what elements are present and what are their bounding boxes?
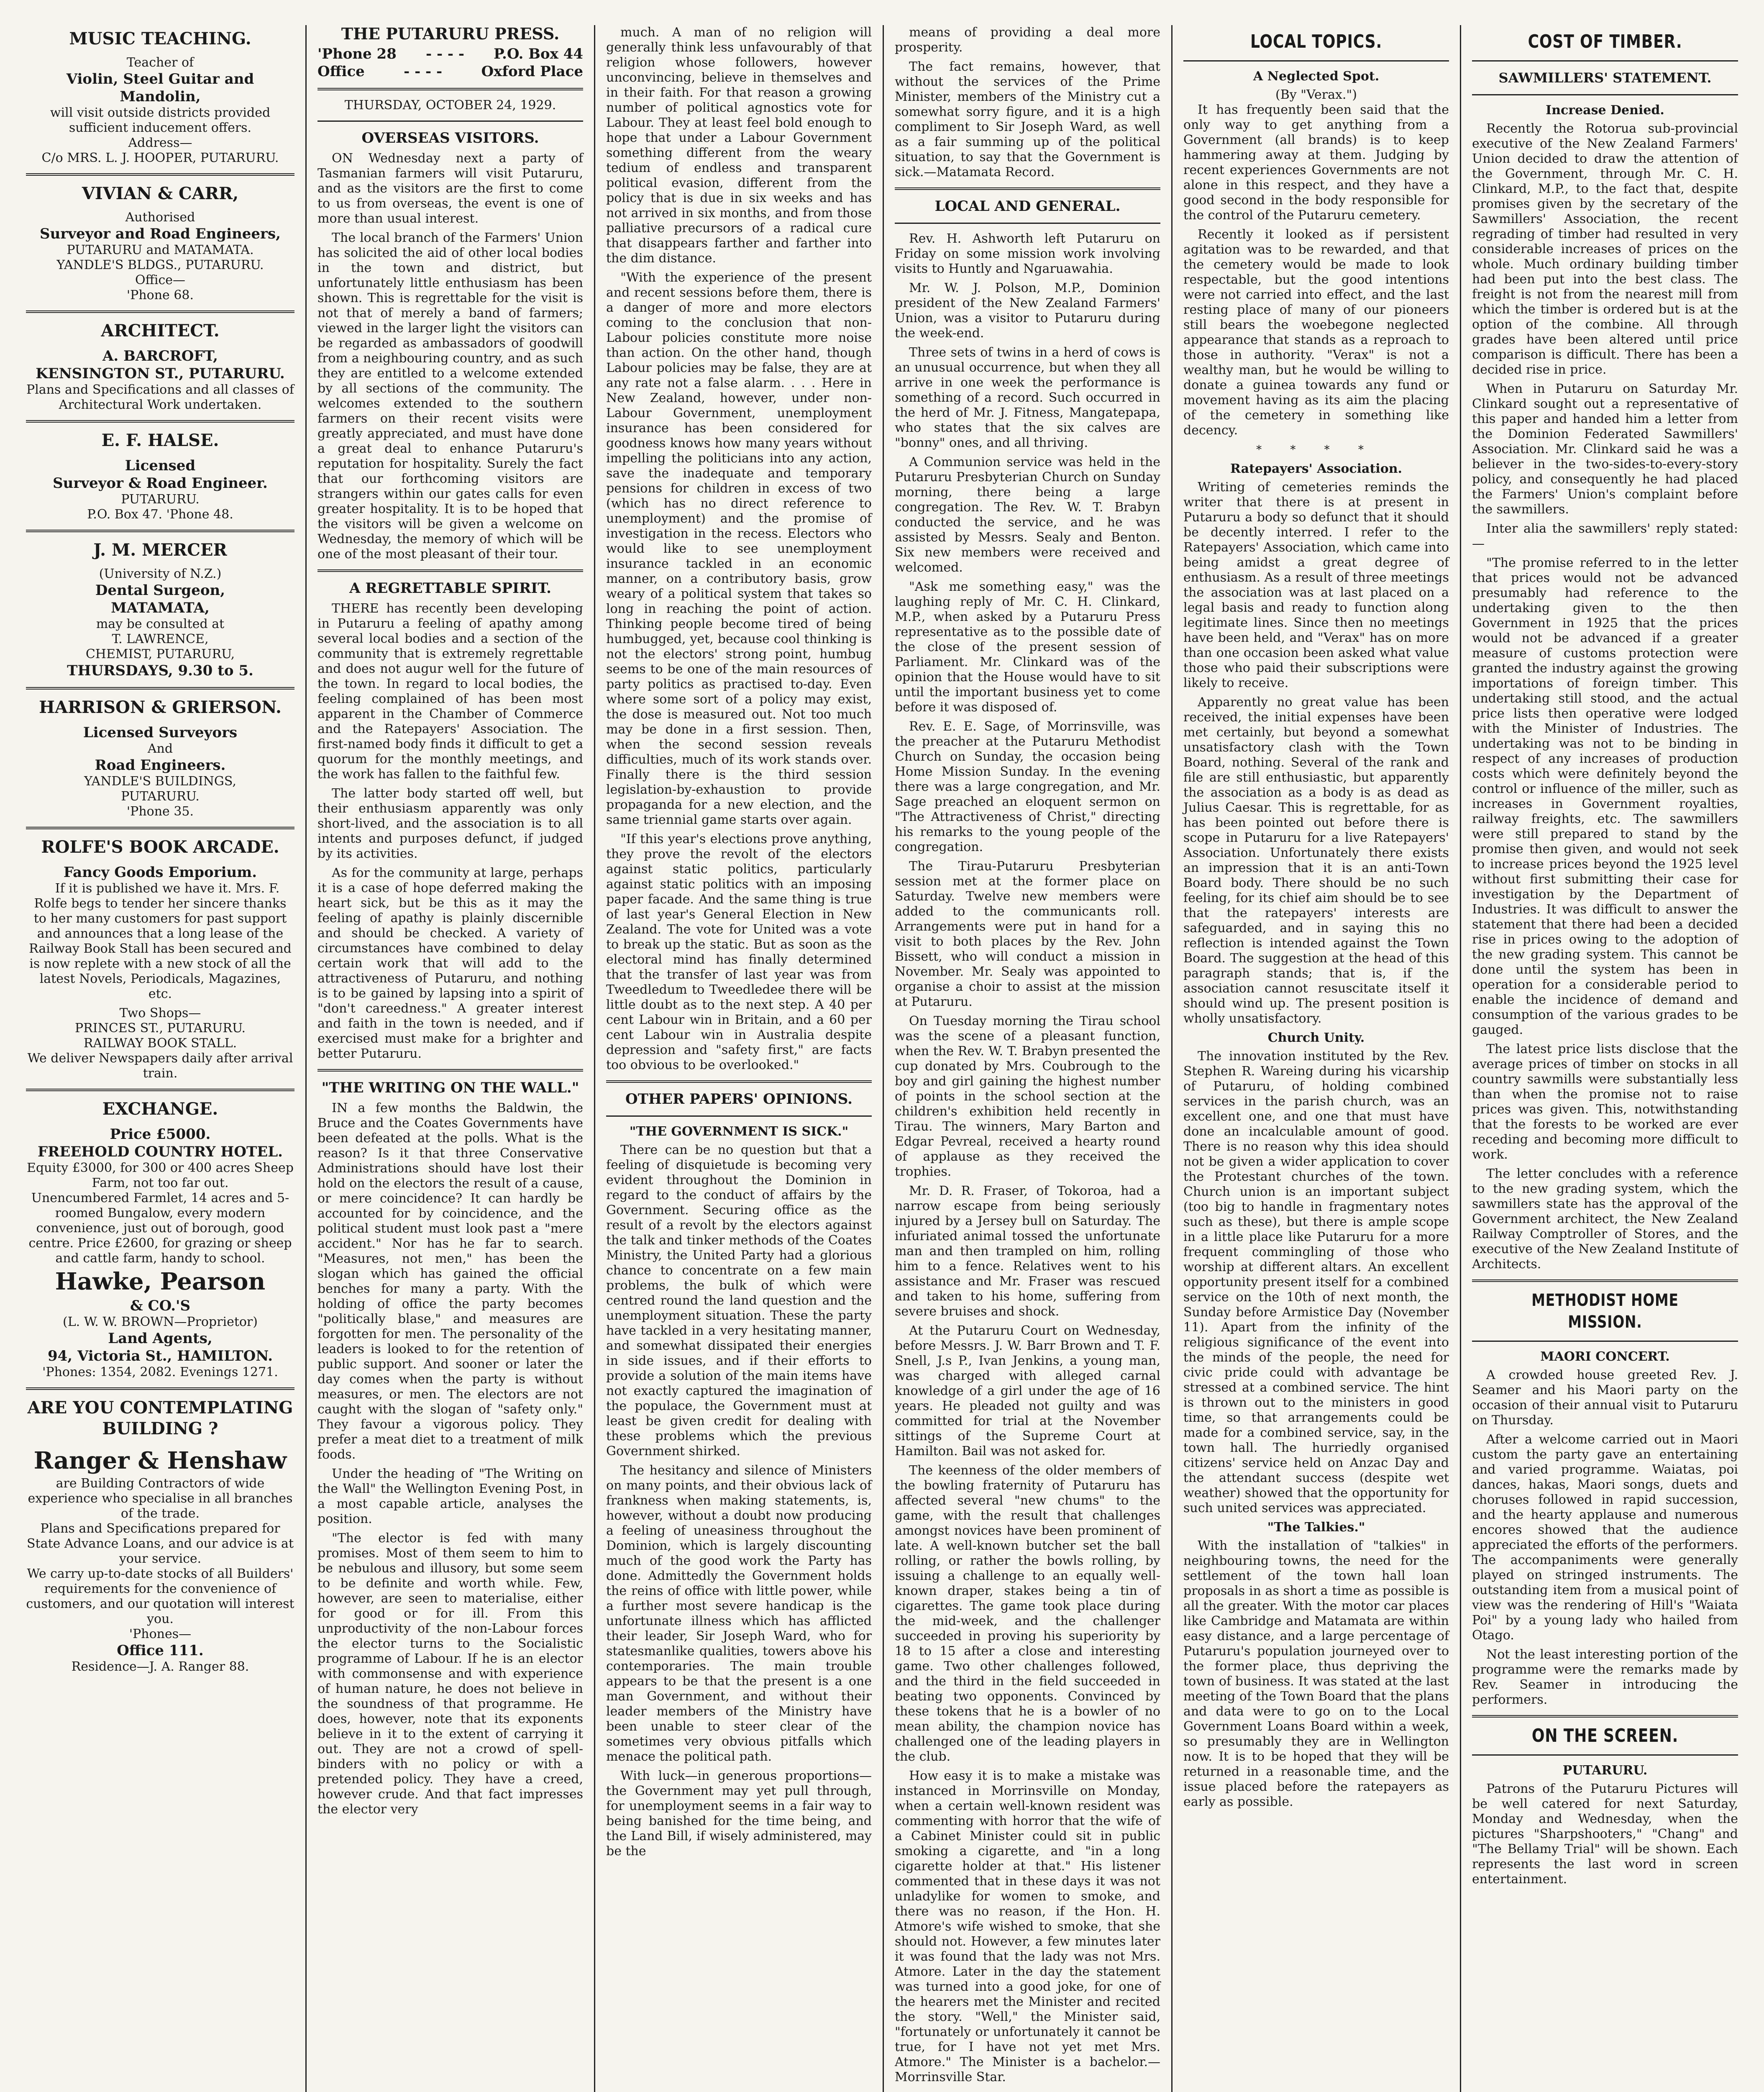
- column-editorial: THE PUTARURU PRESS. 'Phone 28 - - - - P.O. Box 44 Office - - - - Oxford Place THURSDAY, OCTOBER 24, 1929. OVERSEAS VISITORS. ON Wednesday next a party of Tasmanian farmers will visit Putaruru, and as the visitors are the first to come to us from overseas, the event is one of more than usual interest. The local branch of the Farmers' Union has solicited the aid of other local bodies in the town and district, but unfortunately little enthusiasm has been shown. This is regrettable for the visit is not that of merely a band of farmers; viewed in the larger light the visitors can be regarded as ambassadors of goodwill from a neighbouring country, and as such they are entitled to a welcome extended by all sections of the community. The welcomes extended to the southern farmers on their recent visits were greatly appreciated, and must have done a great deal to enhance Putaruru's reputation for hospitality. Surely the fact that our forthcoming visitors are strangers within our gates calls for even greater hospitality. It is to be hoped that the visitors will be given a welcome on Wednesday, the memory of which will be one of the most pleasant of their tour. A REGRETTABLE SPIRIT. THERE has recently been developing in Putaruru a feeling of apathy among several local bodies and a section of the community that is extremely regrettable and does not augur well for the future of the town. In regard to local bodies, the feeling complained of has been most apparent in the Chamber of Commerce and the Ratepayers' Association. The first-named body finds it difficult to get a quorum for the monthly meetings, and the work has fallen to the faithful few. The latter body started off well, but their enthusiasm apparently was only short-lived, and the association is to all intents and purposes defunct, if judged by its activities. As for the community at large, perhaps it is a case of hope deferred making the heart sick, but be this as it may the feeling of apathy is plainly discernible and should be checked. A variety of circumstances have combined to delay certain work that will add to the attractiveness of Putaruru, and nothing is to be gained by lapsing into a spirit of "don't careedness." A greater interest and faith in the town is needed, and if exercised must make for a brighter and better Putaruru. "THE WRITING ON THE WALL." IN a few months the Baldwin, the Bruce and the Coates Governments have been defeated at the polls. What is the reason? Is it that three Conservative Administrations should have lost their hold on the electors the result of a cause, or mere coincidence? It can hardly be accounted for by coincidence, and the political student must look past a "mere accident." Nor has he far to search. "Measures, not men," has been the slogan which has gained the official benches for many a party. With the holding of office the party becomes "politically blase," and measures are forgotten for men. The personality of the leaders is looked to for the retention of public support. And sooner or later the day comes when the party is without measures, or men. The electors are not caught with the slogan of "safety only." They favour a vigorous policy. They prefer a meat diet to a treatment of milk foods. Under the heading of "The Writing on the Wall" the Wellington Evening Post, in a most capable article, analyses the position. "The elector is fed with many promises. Most of them seem to him to be nebulous and illusory, but some seem to be definite and worth while. Few, however, are seen to materialise, either for good or for ill. From this unproductivity of the non-Labour forces the elector turns to the Socialistic programme of Labour. If he is an elector with commonsense and with experience of human nature, he does not believe in the soundness of that programme. He does, however, note that its exponents believe in it to the extent of carrying it out. They are not a crowd of spell-binders with no policy or with a pretended policy. They have a creed, however crude. And that fact impresses the elector very: [305, 25, 594, 2092]
- column-politics: much. A man of no religion will generally think less unfavourably of that religion whose followers, however unconvincing, believe in themselves and in their faith. For that reason a growing number of political agnostics vote for Labour. They at least feel bold enough to hope that under a Labour Government something different from the weary tedium of endless and transparent political evasion, different from the policy that is due in six weeks and has not arrived in six months, and from those palliative precursors of a radical cure that disappears farther and farther into the dim distance. "With the experience of the present and recent sessions before them, there is a danger of more and more electors coming to the conclusion that non-Labour policies constitute more noise than action. On the other hand, though Labour policies may be false, they are at any rate not a false alarm. . . . Here in New Zealand, however, under non-Labour Government, unemployment insurance has been considered for goodness knows how many years without impelling the politicians into any action, save the inadequate and temporary pensions for children in excess of two (which has no direct reference to unemployment) and the promise of investigation in the recess. Electors who would like to see unemployment insurance tackled in an economic manner, on a contributory basis, grow weary of a political system that takes so long in reaching the point of action. Thinking people become tired of being humbugged, yet, because cool thinking is not the electors' strong point, humbug seems to be one of the main resources of party politics as practised to-day. Even where some sort of a policy may exist, the dose is measured out. Not too much may be done in a first session. Then, when the second session reveals difficulties, much of its work stands over. Finally there is the third session legislation-by-exhaustion to provide propaganda for a new election, and the same triennial game starts over again. "If this year's elections prove anything, they prove the revolt of the electors against static politics, particularly against static politics with an imposing paper facade. And the same thing is true of last year's General Election in New Zealand. The vote for United was a vote to break up the static. But as soon as the electoral mind has finally determined that the transfer of last year was from Tweedledum to Tweedledee there will be little doubt as to the next step. A 40 per cent Labour win in Britain, and a 60 per cent Labour win in Australia despite depression and "safety first," are facts too obvious to be overlooked." OTHER PAPERS' OPINIONS. "THE GOVERNMENT IS SICK." There can be no question but that a feeling of disquietude is becoming very evident throughout the Dominion in regard to the conduct of affairs by the Government. Securing office as the result of a revolt by the electors against the talk and tinker methods of the Coates Ministry, the United Party had a glorious chance to concentrate on a few main problems, the bulk of which were centred round the land question and the unemployment situation. These the party have tackled in a very hesitating manner, and somewhat dissipated their energies in side issues, and if their efforts to provide a solution of the main items have not exactly captured the imagination of the populace, the Government must at least be given credit for dealing with these problems which the previous Government shirked. The hesitancy and silence of Ministers on many points, and their obvious lack of frankness when making statements, is, however, without a doubt now producing a feeling of uneasiness throughout the Dominion, which is largely discounting much of the good work the Party has done. Admittedly the Government holds the reins of office with little power, while a further most severe handicap is the unfortunate illness which has afflicted their leader, Sir Joseph Ward, who for statesmanlike qualities, towers above his contemporaries. The main trouble appears to be that the present is a one man Government, and without their leader members of the Ministry have been unable to steer clear of the sometimes very obvious pitfalls which menace the political path. With luck—in generous proportions—the Government may yet pull through, for unemployment seems in a fair way to being banished for the time being, and the Land Bill, if wisely administered, may be the: [594, 25, 883, 2092]
- column-advertisements: [15, 25, 305, 2092]
- headline-local-general: LOCAL AND GENERAL.: [934, 198, 1121, 215]
- headline-regrettable-spirit: A REGRETTABLE SPIRIT.: [349, 580, 551, 597]
- headline-cost-of-timber: COST OF TIMBER.: [1528, 31, 1682, 52]
- headline-writing-on-the-wall: "THE WRITING ON THE WALL.": [321, 1079, 579, 1096]
- column-timber: COST OF TIMBER. SAWMILLERS' STATEMENT. Increase Denied. Recently the Rotorua sub-provincial executive of the New Zealand Farmers' Union decided to draw the attention of the Government, through Mr. C. H. Clinkard, M.P., to the fact that, despite promises given by the secretary of the Sawmillers' Association, the recent regrading of timber had resulted in very considerable increases of prices on the whole. Much ordinary building timber had been put into the best class. The freight is not from the nearest mill from which the timber is ordered but is at the option of the combine. All through grades have been altered until price comparison is difficult. There has been a decided rise in price. When in Putaruru on Saturday Mr. Clinkard sought out a representative of this paper and handed him a letter from the Dominion Federated Sawmillers' Association. Mr. Clinkard said he was a believer in the two-sides-to-every-story policy, and consequently he had placed the Farmers' Union's complaint before the sawmillers. Inter alia the sawmillers' reply stated:— "The promise referred to in the letter that prices would not be advanced presumably had reference to the undertaking given to the then Government in 1925 that the prices would not be advanced if a greater measure of customs protection were granted the industry against the growing importations of foreign timber. This undertaking still stood, and the actual price lists then operative were lodged with the Minister of Industries. The undertaking was not to be binding in respect of any increases of production costs which were definitely beyond the control or influence of the miller, such as increases in Government royalties, railway freights, etc. The sawmillers were still prepared to stand by the promise then given, and would not seek to increase prices beyond the 1925 level without first submitting their case for investigation by the Department of Industries. It was difficult to answer the statement that there had been a decided rise in prices owing to the adoption of the new grading system. This cannot be done until the system has been in operation for a considerable period to enable the incidence of demand and consumption of the various grades to be gauged. The latest price lists disclose that the average prices of timber on stocks in all country sawmills were substantially less than when the promise not to raise prices was given. This, notwithstanding that the forests to be worked are ever receding and becoming more difficult to work. The letter concludes with a reference to the new grading system, which the sawmillers state has the approval of the Government architect, the New Zealand Railway Comptroller of Stores, and the executive of the New Zealand Institute of Architects. METHODIST HOME MISSION. MAORI CONCERT. A crowded house greeted Rev. J. Seamer and his Maori party on the occasion of their annual visit to Putaruru on Thursday. After a welcome carried out in Maori custom the party gave an entertaining and varied programme. Waiatas, poi dances, hakas, Maori songs, duets and choruses followed in rapid succession, and the hearty applause and numerous encores showed that the audience appreciated the efforts of the performers. The accompaniments were generally played on stringed instruments. The outstanding item from a musical point of view was the rendering of Hill's "Waiata Poi" by a young lady who hailed from Otago. Not the least interesting portion of the programme were the remarks made by Rev. Seamer in introducing the performers. ON THE SCREEN. PUTARURU. Patrons of the Putaruru Pictures will be well catered for next Saturday, Monday and Wednesday, when the pictures "Sharpshooters," "Chang" and "The Bellamy Trial" will be shown. Each represents the last word in screen entertainment.: [1460, 25, 1749, 2092]
- headline-other-papers: OTHER PAPERS' OPINIONS.: [625, 1091, 853, 1108]
- column-local-topics: LOCAL TOPICS. A Neglected Spot. (By "Verax.") It has frequently been said that the only way to get anything from a Government (all brands) is to keep hammering away at them. Judging by recent experiences Governments are not alone in this respect, and they have a good second in the body responsible for the control of the Putaruru cemetery. Recently it looked as if persistent agitation was to be rewarded, and that the cemetery would be made to look respectable, but the good intentions were not carried into effect, and the last resting place of many of our pioneers still bears the woebegone neglected appearance that stands as a reproach to those in authority. "Verax" is not a wealthy man, but he would be willing to donate a guinea towards any fund or movement having as its aim the placing of the cemetery in something like decency. * * * * Ratepayers' Association. Writing of cemeteries reminds the writer that there is at present in Putaruru a body so defunct that it should be decently interred. I refer to the Ratepayers' Association, which came into being amidst a great degree of enthusiasm. As a result of three meetings the association was at last placed on a legal basis and ready to function along legitimate lines. Since then no meetings have been held, and "Verax" has on more than one occasion been asked what value those who paid their subscriptions were likely to receive. Apparently no great value has been received, the initial expenses have been met certainly, but beyond a somewhat unsatisfactory clash with the Town Board, nothing. Several of the rank and file are still enthusiastic, but apparently the association as a body is as dead as Julius Caesar. This is regrettable, for as has been pointed out before there is scope in Putaruru for a live Ratepayers' Association. Unfortunately there exists an impression that it is an anti-Town Board body. There should be no such feeling, for its chief aim should be to see that the ratepayers' interests are safeguarded, and in saying this no reflection is intended against the Town Board. The suggestion at the head of this paragraph stands; that is, if the association cannot resuscitate itself it should wind up. The present position is wholly unsatisfactory. Church Unity. The innovation instituted by the Rev. Stephen R. Wareing during his vicarship of Putaruru, of holding combined services in the parish church, was an excellent one, and one that must have done an incalculable amount of good. There is no reason why this idea should not be given a wider application to cover the Protestant churches of the town. Church union is an important subject (too big to handle in fragmentary notes such as these), but there is ample scope in a little place like Putaruru for a more frequent commingling of those who worship at different altars. An excellent opportunity present itself for a combined service on the 10th of next month, the Sunday before Armistice Day (November 11). Apart from the infinity of the religious significance of the event into the minds of the people, the need for civic pride could with advantage be stressed at a combined service. The hint is thrown out to the ministers in good time, so that arrangements could be made for a combined service, say, in the town hall. The hurriedly organised citizens' service held on Anzac Day and the attendant success (despite wet weather) showed that the opportunity for such united services was appreciated. "The Talkies." With the installation of "talkies" in neighbouring towns, the need for the settlement of the town hall loan proposals in as short a time as possible is all the greater. With the motor car places like Cambridge and Matamata are within easy distance, and a large percentage of Putaruru's population journeyed over to the former place, thus depriving the town of business. It was stated at the last meeting of the Town Board that the plans and data were to go on to the Local Government Loans Board within a week, so presumably they are in Wellington now. It is to be hoped that they will be returned in a reasonable time, and the issue placed before the ratepayers as early as possible.: [1171, 25, 1460, 2092]
- ad-rolfe-book-arcade: ROLFE'S BOOK ARCADE. Fancy Goods Emporium. If it is published we have it. Mrs. F. Rolfe begs to tender her sincere thanks to her many customers for past support and announces that a long lease of the Railway Book Stall has been secured and is now replete with a new stock of all the latest Novels, Periodicals, Magazines, etc. Two Shops— PRINCES ST., PUTARURU. RAILWAY BOOK STALL. We deliver Newspapers daily after arrival train.: [27, 837, 293, 1081]
- ad-vivian-carr: VIVIAN & CARR, Authorised Surveyor and Road Engineers, PUTARURU and MATAMATA. YANDLE'S BLDGS., PUTARURU. Office— 'Phone 68.: [40, 184, 281, 303]
- ad-mercer: J. M. MERCER (University of N.Z.) Dental Surgeon, MATAMATA, may be consulted at T. LAWRENCE, CHEMIST, PUTARURU, THURSDAYS, 9.30 to 5.: [67, 540, 253, 679]
- ad-harrison-grierson: HARRISON & GRIERSON. Licensed Surveyors And Road Engineers. YANDLE'S BUILDINGS, PUTARURU. 'Phone 35.: [39, 697, 282, 819]
- issue-date: THURSDAY, OCTOBER 24, 1929.: [344, 98, 556, 113]
- ad-exchange: EXCHANGE. Price £5000. FREEHOLD COUNTRY HOTEL. Equity £3000, for 300 or 400 acres Sheep Farm, not too far out. Unencumbered Farmlet, 14 acres and 5-roomed Bungalow, every modern convenience, just out of borough, good centre. Price £2600, for grazing or sheep and cattle farm, handy to school. Hawke, Pearson & CO.'S (L. W. W. BROWN—Proprietor) Land Agents, 94, Victoria St., HAMILTON. 'Phones: 1354, 2082. Evenings 1271.: [27, 1099, 294, 1379]
- headline-government-sick: "THE GOVERNMENT IS SICK.": [629, 1124, 849, 1139]
- headline-local-topics: LOCAL TOPICS.: [1250, 31, 1382, 52]
- ad-ranger-henshaw: ARE YOU CONTEMPLATING BUILDING ? Ranger & Henshaw are Building Contractors of wide experience who specialise in all branches of the trade. Plans and Specifications prepared for State Advance Loans, and our advice is at your service. We carry up-to-date stocks of all Builders' requirements for the convenience of customers, and our quotation will interest you. 'Phones— Office 111. Residence—J. A. Ranger 88.: [26, 1398, 294, 1674]
- headline-on-the-screen: ON THE SCREEN.: [1531, 1725, 1679, 1746]
- headline-overseas-visitors: OVERSEAS VISITORS.: [361, 130, 539, 146]
- column-local-general: means of providing a deal more prosperity. The fact remains, however, that without the services of the Prime Minister, members of the Ministry cut a somewhat sorry figure, and it is a high compliment to Sir Joseph Ward, as well as a fair summing up of the political situation, to say that the Government is sick.—Matamata Record. LOCAL AND GENERAL. Rev. H. Ashworth left Putaruru on Friday on some mission work involving visits to Huntly and Ngaruawahia. Mr. W. J. Polson, M.P., Dominion president of the New Zealand Farmers' Union, was a visitor to Putaruru during the week-end. Three sets of twins in a herd of cows is an unusual occurrence, but when they all arrive in one week the performance is something of a record. Such occurred in the herd of Mr. J. Fitness, Mangatepapa, who states that the six calves are "bonny" ones, and all thriving. A Communion service was held in the Putaruru Presbyterian Church on Sunday morning, there being a large congregation. The Rev. W. T. Brabyn conducted the service, and he was assisted by Messrs. Sealy and Benton. Six new members were received and welcomed. "Ask me something easy," was the laughing reply of Mr. C. H. Clinkard, M.P., when asked by a Putaruru Press representative as to the possible date of the close of the present session of Parliament. Mr. Clinkard was of the opinion that the House would have to sit until the important business yet to come before it was disposed of. Rev. E. E. Sage, of Morrinsville, was the preacher at the Putaruru Methodist Church on Sunday, the occasion being Home Mission Sunday. In the evening there was a large congregation, and Mr. Sage preached an eloquent sermon on "The Attractiveness of Christ," directing his remarks to the young people of the congregation. The Tirau-Putaruru Presbyterian session met at the former place on Saturday. Twelve new members were added to the communicants roll. Arrangements were put in hand for a visit to both places by the Rev. John Bissett, who will conduct a mission in November. Mr. Sealy was appointed to organise a choir to assist at the mission at Putaruru. On Tuesday morning the Tirau school was the scene of a pleasant function, when the Rev. W. T. Brabyn presented the cup donated by Mrs. Coubrough to the boy and girl gaining the highest number of points in the school section at the children's exhibition held recently in Tirau. The winners, Mary Barton and Edgar Pevreal, received a hearty round of applause as they received the trophies. Mr. D. R. Fraser, of Tokoroa, had a narrow escape from being seriously injured by a Jersey bull on Saturday. The infuriated animal tossed the unfortunate man and then trampled on him, rolling him to a fence. Relatives went to his assistance and Mr. Fraser was rescued and taken to his home, suffering from severe bruises and shock. At the Putaruru Court on Wednesday, before Messrs. J. W. Barr Brown and T. F. Snell, J.s P., Ivan Jenkins, a young man, was charged with alleged carnal knowledge of a girl under the age of 16 years. He pleaded not guilty and was committed for trial at the November sittings of the Supreme Court at Hamilton. Bail was not asked for. The keenness of the older members of the bowling fraternity of Putaruru has affected several "new chums" to the game, with the result that challenges amongst novices have been prominent of late. A well-known butcher set the ball rolling, or rather the bowls rolling, by issuing a challenge to an equally well-known draper, stakes being a tin of cigarettes. The game took place during the mid-week, and the challenger succeeded in proving his superiority by 18 to 15 after a close and interesting game. Two other challenges followed, and the third in the field succeeded in beating two opponents. Convinced by these tokens that he is a bowler of no mean ability, the champion novice has challenged one of the leading players in the club. How easy it is to make a mistake was instanced in Morrinsville on Monday, when a certain well-known resident was commenting with horror that the wife of a Cabinet Minister could sit in public smoking a cigarette, and "in a long cigarette holder at that." His listener commented that in these days it was not unladylike for women to smoke, and there was no reason, if the Hon. H. Atmore's wife wished to smoke, that she should not. However, a few minutes later it was found that the lady was not Mrs. Atmore. Later in the day the statement was turned into a good joke, for one of the hearers met the Minister and recited the story. "Well," the Minister said, "fortunately or unfortunately it cannot be true, for I have not yet met Mrs. Atmore." The Minister is a bachelor.—Morrinsville Star.: [883, 25, 1171, 2092]
- headline-methodist-mission: METHODIST HOME MISSION.: [1531, 1291, 1679, 1332]
- masthead: THE PUTARURU PRESS. 'Phone 28 - - - - P.O. Box 44 Office - - - - Oxford Place: [317, 25, 583, 80]
- ad-halse: E. F. HALSE. Licensed Surveyor & Road Engineer. PUTARURU. P.O. Box 47. 'Phone 48.: [53, 431, 268, 522]
- ad-architect: ARCHITECT. A. BARCROFT, KENSINGTON ST., PUTARURU. Plans and Specifications and all classes of Architectural Work undertaken.: [26, 321, 294, 412]
- ad-music-teaching: MUSIC TEACHING. Teacher of Violin, Steel Guitar and Mandolin, will visit outside districts provided sufficient inducement offers. Address— C/o MRS. L. J. HOOPER, PUTARURU.: [41, 29, 279, 165]
